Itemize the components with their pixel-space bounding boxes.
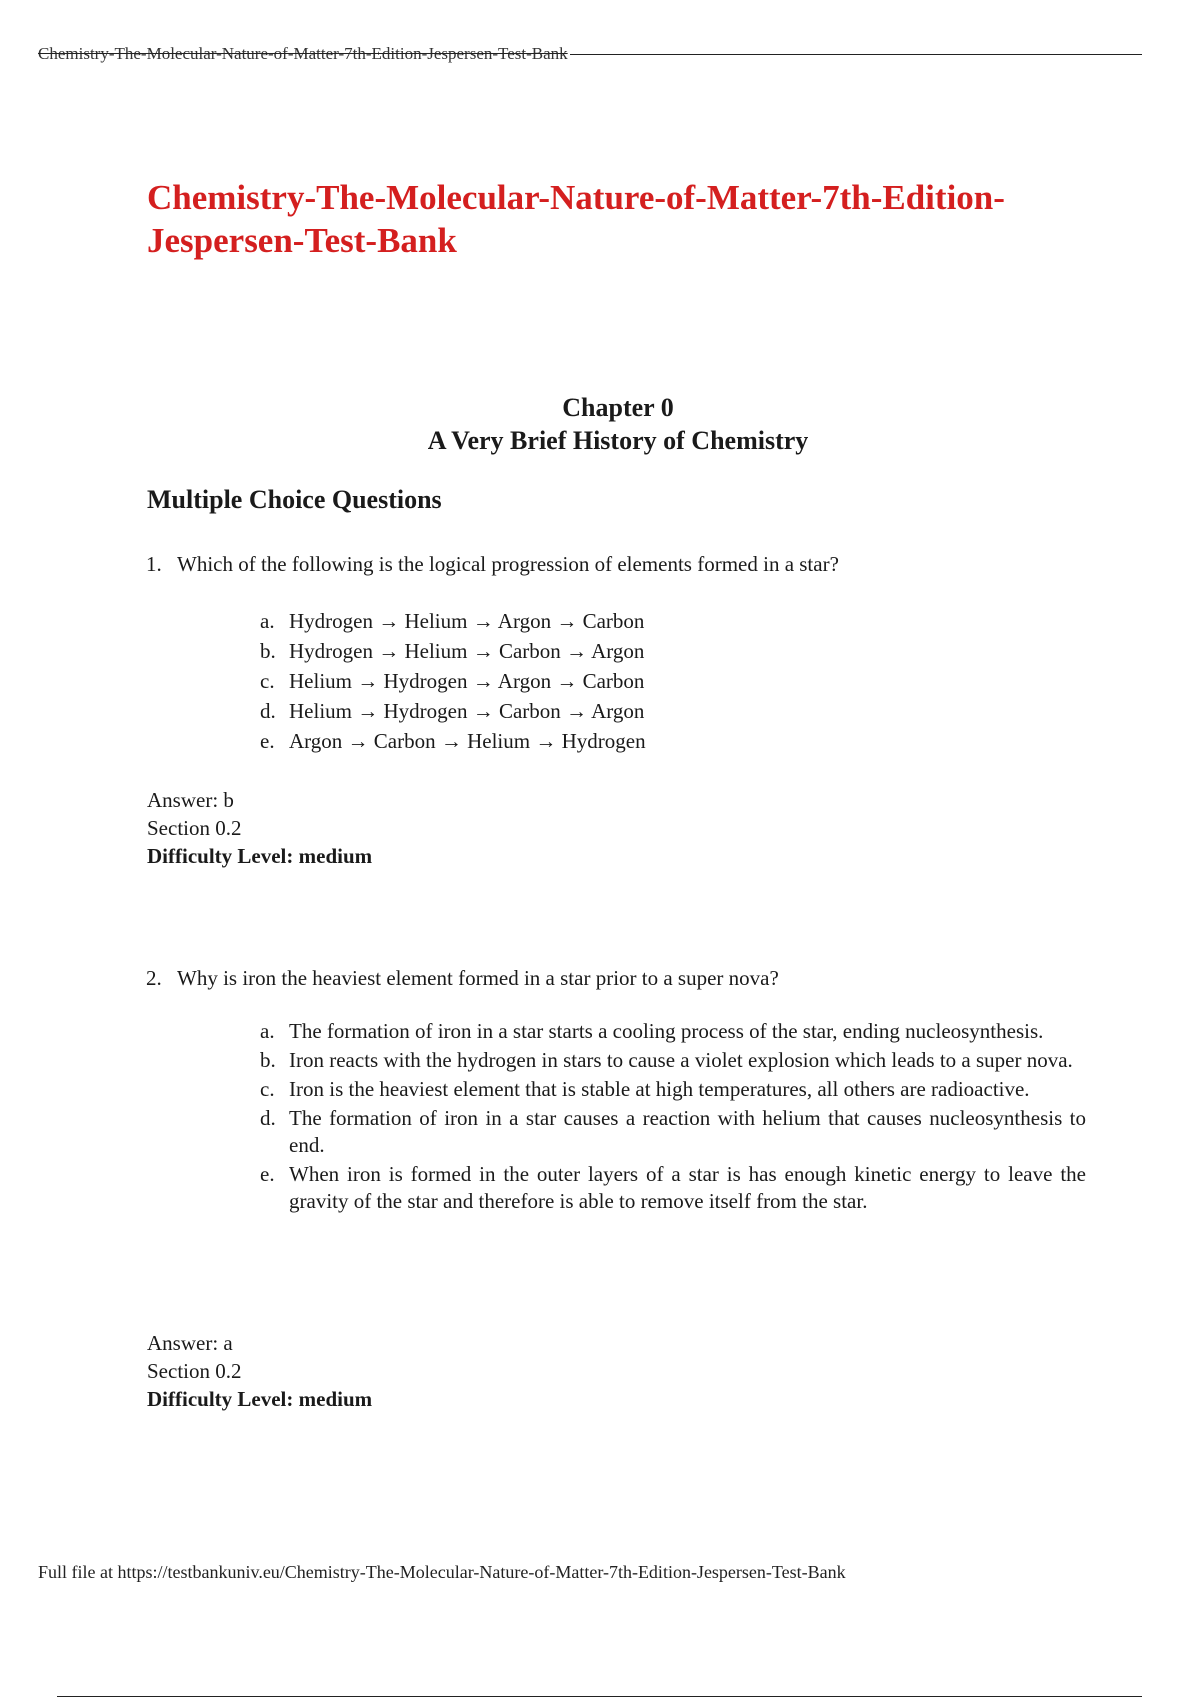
option-text: Hydrogen → Helium → Argon → Carbon	[289, 609, 645, 633]
chapter-name: A Very Brief History of Chemistry	[427, 426, 809, 455]
question-2-difficulty: Difficulty Level: medium	[147, 1387, 373, 1411]
option-text: Helium → Hydrogen → Argon → Carbon	[289, 669, 645, 693]
option-letter: b.	[260, 1048, 276, 1072]
chapter-heading	[0, 391, 1200, 457]
section-heading: Multiple Choice Questions	[147, 485, 442, 514]
option	[260, 1161, 1086, 1215]
question-1-prompt	[146, 550, 1086, 578]
option	[260, 636, 646, 666]
question-2	[146, 964, 1086, 1213]
running-header	[38, 44, 1142, 64]
question-1-text: Which of the following is the logical progression of elements formed in a star?	[177, 552, 839, 576]
option-letter: d.	[260, 699, 276, 723]
document-title-line-1: Chemistry-The-Molecular-Nature-of-Matter-7th-Edition-	[147, 178, 1005, 217]
option-letter: b.	[260, 639, 276, 663]
chapter-number: Chapter 0	[562, 393, 674, 422]
question-2-number: 2.	[146, 966, 162, 990]
option	[260, 666, 646, 696]
option	[260, 606, 646, 636]
option-letter: c.	[260, 669, 275, 693]
option-letter: e.	[260, 1162, 275, 1186]
question-1-options	[260, 606, 646, 756]
question-1-difficulty: Difficulty Level: medium	[147, 844, 373, 868]
option-letter: d.	[260, 1106, 276, 1130]
option	[260, 1105, 1086, 1159]
question-1-meta	[147, 786, 372, 870]
question-2-section: Section 0.2	[147, 1359, 242, 1383]
option-letter: e.	[260, 729, 275, 753]
option	[260, 1076, 1086, 1103]
question-2-options	[260, 1018, 1086, 1217]
option-text: The formation of iron in a star causes a reaction with helium that causes nucleosynthesis to end.	[289, 1106, 1086, 1157]
question-1-section: Section 0.2	[147, 816, 242, 840]
option-text: When iron is formed in the outer layers of a star is has enough kinetic energy to leave the gravity of the star and therefore is able to remove itself from the star.	[289, 1162, 1086, 1213]
option-text: Helium → Hydrogen → Carbon → Argon	[289, 699, 645, 723]
running-header-title: Chemistry-The-Molecular-Nature-of-Matter-7th-Edition-Jespersen-Test-Bank	[38, 44, 568, 63]
option	[260, 1018, 1086, 1045]
question-1	[146, 550, 1086, 753]
question-1-number: 1.	[146, 552, 162, 576]
option-letter: c.	[260, 1077, 275, 1101]
option	[260, 1047, 1086, 1074]
bottom-rule	[57, 1696, 1142, 1697]
option-letter: a.	[260, 609, 275, 633]
document-title-line-2: Jespersen-Test-Bank	[147, 221, 457, 260]
question-2-prompt	[146, 964, 1086, 992]
option-text: Hydrogen → Helium → Carbon → Argon	[289, 639, 645, 663]
option-letter: a.	[260, 1019, 275, 1043]
question-2-answer: Answer: a	[147, 1331, 233, 1355]
header-rule	[570, 54, 1142, 55]
option	[260, 726, 646, 756]
option-text: Iron is the heaviest element that is stable at high temperatures, all others are radioactive.	[289, 1077, 1030, 1101]
document-title	[147, 176, 1077, 262]
question-1-answer: Answer: b	[147, 788, 234, 812]
option-text: Argon → Carbon → Helium → Hydrogen	[289, 729, 646, 753]
question-2-text: Why is iron the heaviest element formed in a star prior to a super nova?	[177, 966, 779, 990]
footer-source-link: Full file at https://testbankuniv.eu/Chemistry-The-Molecular-Nature-of-Matter-7th-Edition-Jespersen-Test-Bank	[38, 1562, 846, 1582]
option-text: The formation of iron in a star starts a cooling process of the star, ending nucleosynthesis.	[289, 1019, 1044, 1043]
option-text: Iron reacts with the hydrogen in stars to cause a violet explosion which leads to a super nova.	[289, 1048, 1073, 1072]
option	[260, 696, 646, 726]
question-2-meta	[147, 1329, 372, 1413]
